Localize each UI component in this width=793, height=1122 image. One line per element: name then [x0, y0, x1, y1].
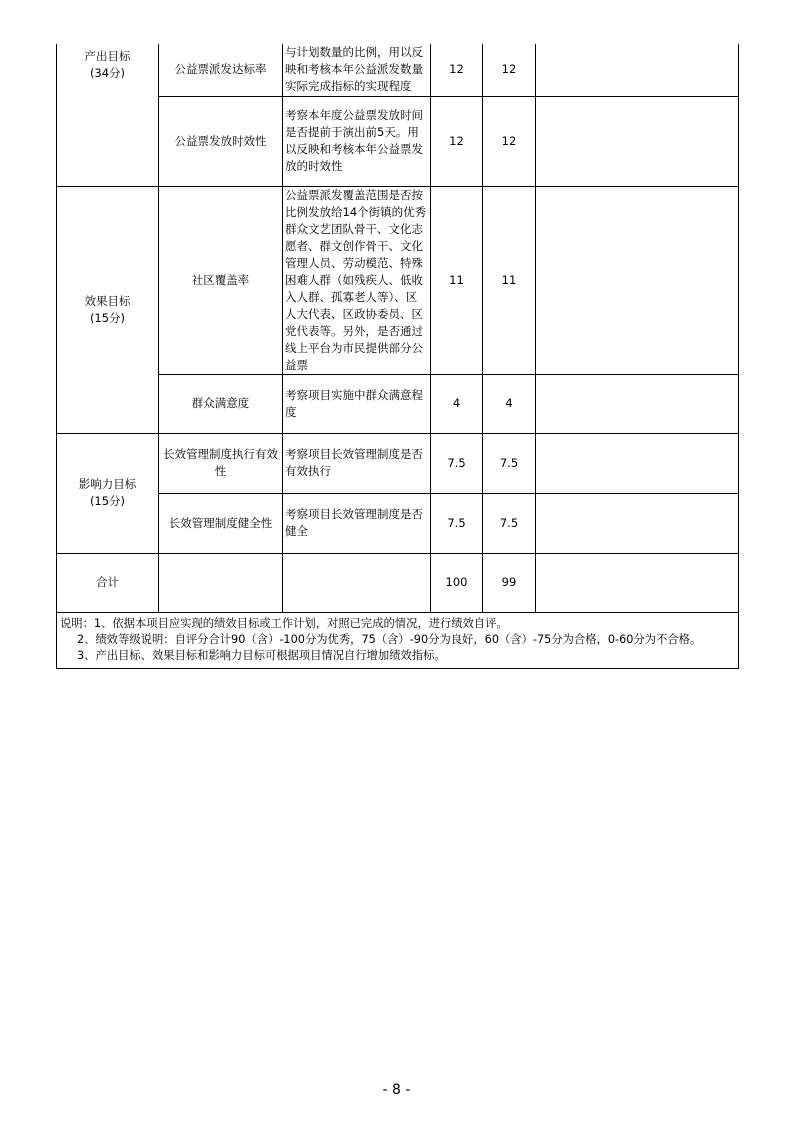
weight-cell: 12: [431, 96, 483, 186]
score-cell: 7.5: [483, 493, 536, 553]
weight-cell: 7.5: [431, 433, 483, 493]
notes-cell: [57, 612, 739, 668]
total-row: [57, 553, 739, 612]
remark-cell: [536, 44, 739, 96]
weight-cell: 12: [431, 44, 483, 96]
category-score: (15分): [89, 310, 126, 325]
description-cell: 与计划数量的比例，用以反映和考核本年公益派发数量实际完成指标的实现程度: [283, 44, 431, 96]
category-score: (15分): [89, 494, 126, 508]
category-name: 产出目标: [84, 49, 131, 63]
remark-cell: [536, 433, 739, 493]
total-score: 99: [483, 553, 536, 612]
remark-cell: [536, 553, 739, 612]
performance-table: [56, 44, 739, 669]
description-cell: 考察项目长效管理制度是否健全: [283, 493, 431, 553]
table-row: [57, 374, 739, 433]
category-name: 影响力目标: [78, 477, 137, 491]
note-line-2: 2、绩效等级说明：自评分合计90（含）-100分为优秀，75（含）-90分为良好，60（含）-75分为合格，0-60分为不合格。: [77, 632, 702, 646]
score-cell: 11: [483, 186, 536, 374]
weight-cell: 4: [431, 374, 483, 433]
note-line-1: 说明：1、依据本项目应实现的绩效目标或工作计划，对照已完成的情况，进行绩效自评。: [60, 616, 508, 630]
weight-cell: 7.5: [431, 493, 483, 553]
weight-cell: 11: [431, 186, 483, 374]
table-row: [57, 493, 739, 553]
notes-row: [57, 612, 739, 668]
category-cell-influence: [57, 433, 159, 553]
empty-cell: [283, 553, 431, 612]
category-name: 效果目标: [84, 293, 131, 308]
indicator-cell: 公益票派发达标率: [159, 44, 283, 96]
remark-cell: [536, 493, 739, 553]
description-cell: 考察本年度公益票发放时间是否提前于演出前5天。用以反映和考核本年公益票发放的时效性: [283, 96, 431, 186]
page-number: - 8 -: [382, 1082, 411, 1098]
description-cell: 考察项目实施中群众满意程度: [283, 374, 431, 433]
table-row: [57, 186, 739, 374]
indicator-cell: 长效管理制度健全性: [159, 493, 283, 553]
indicator-cell: 群众满意度: [159, 374, 283, 433]
total-weight: 100: [431, 553, 483, 612]
category-score: (34分): [89, 66, 126, 80]
remark-cell: [536, 96, 739, 186]
table-row: [57, 96, 739, 186]
empty-cell: [159, 553, 283, 612]
remark-cell: [536, 186, 739, 374]
remark-cell: [536, 374, 739, 433]
total-label: 合计: [57, 553, 159, 612]
description-cell: 公益票派发覆盖范围是否按比例发放给14个街镇的优秀群众文艺团队骨干、文化志愿者、群文创作骨干、文化管理人员、劳动模范、特殊困难人群（如残疾人、低收入人群、孤寡老人等）、区人大代表、区政协委员、区党代表等。另外，是否通过线上平台为市民提供部分公益票: [283, 186, 431, 374]
score-cell: 12: [483, 96, 536, 186]
indicator-cell: 社区覆盖率: [159, 186, 283, 374]
indicator-cell: 长效管理制度执行有效性: [159, 433, 283, 493]
category-cell-output: [57, 44, 159, 186]
score-cell: 7.5: [483, 433, 536, 493]
note-line-3: 3、产出目标、效果目标和影响力目标可根据项目情况自行增加绩效指标。: [77, 648, 446, 662]
description-cell: 考察项目长效管理制度是否有效执行: [283, 433, 431, 493]
category-cell-effect: [57, 186, 159, 433]
table-row: [57, 433, 739, 493]
table-row: [57, 44, 739, 96]
score-cell: 12: [483, 44, 536, 96]
score-cell: 4: [483, 374, 536, 433]
indicator-cell: 公益票发放时效性: [159, 96, 283, 186]
